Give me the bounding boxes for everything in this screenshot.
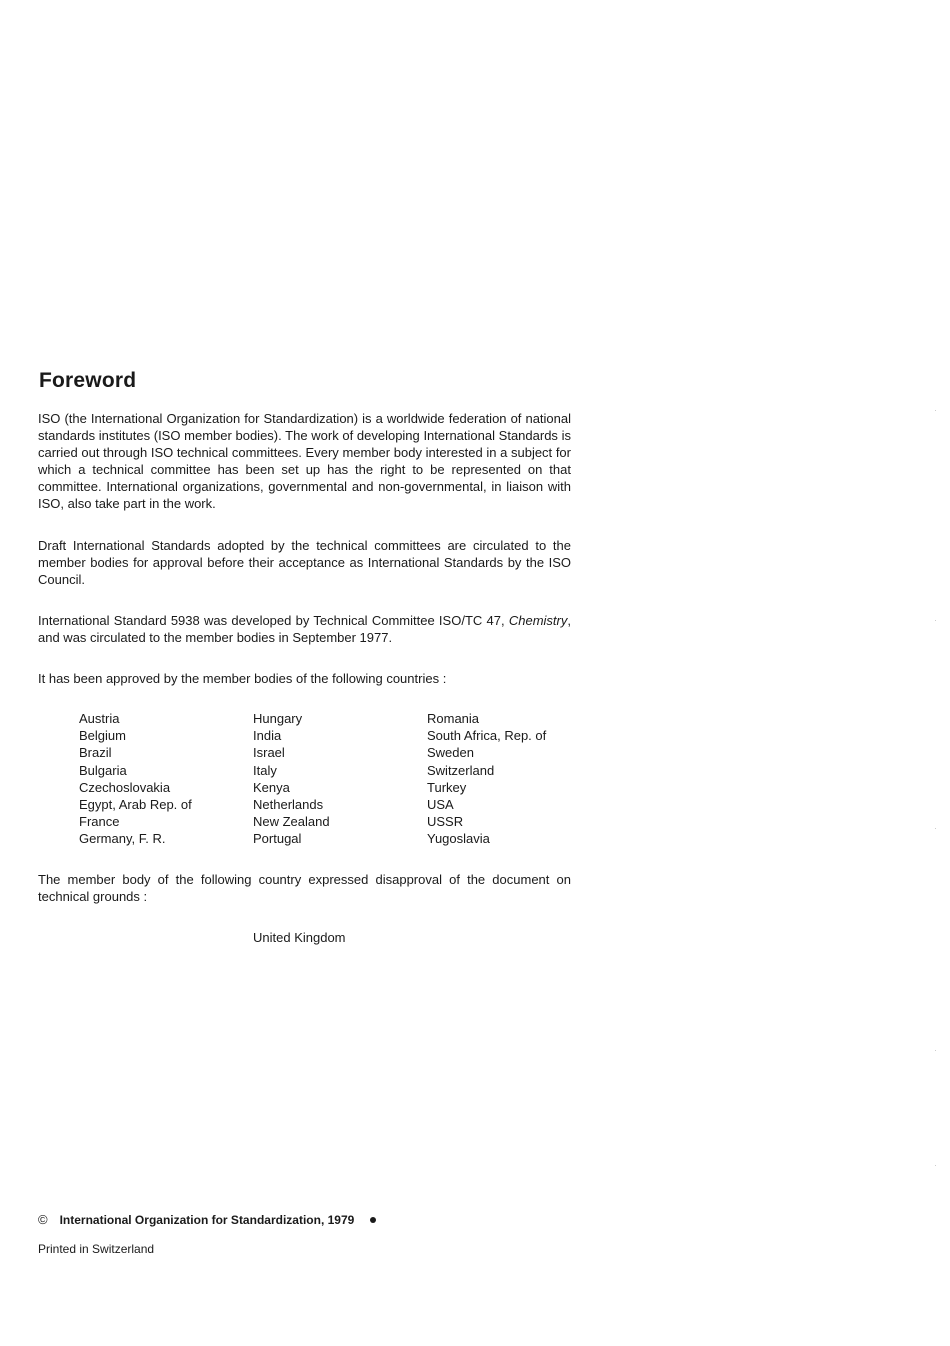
paragraph-draft-standards: Draft International Standards adopted by the technical committees are circulated to the member bodies for approval before their acceptance as International Standards by the ISO Council. [38,538,571,587]
country-item: USA [427,797,454,813]
country-item: Netherlands [253,797,324,813]
country-item: Brazil [79,745,112,761]
scan-mark [935,1165,936,1166]
country-item: Romania [427,711,480,726]
country-item: USSR [427,814,464,830]
country-item: France [79,814,120,830]
scan-mark [935,620,936,621]
country-item: Czechoslovakia [79,779,171,795]
country-item: Germany, F. R. [79,831,166,847]
country-item: Egypt, Arab Rep. of [79,797,192,813]
approving-countries-list [79,710,601,848]
paragraph-approval-intro: It has been approved by the member bodies of the following countries : [38,671,447,686]
copyright-icon: © [38,1212,48,1227]
copyright-line [38,1212,376,1227]
scan-mark [935,410,936,411]
countries-column-1 [79,710,253,848]
countries-column-3 [427,710,601,848]
p3-text-before: International Standard 5938 was developed by Technical Committee ISO/TC 47, [38,613,509,628]
country-item: New Zealand [253,814,330,830]
country-item: Sweden [427,745,474,761]
country-item: Austria [79,711,120,726]
bullet-icon [370,1217,376,1223]
paragraph-disapproval-intro: The member body of the following country expressed disapproval of the document on technical grounds : [38,872,571,904]
country-item: Kenya [253,779,290,795]
country-item: Hungary [253,711,303,726]
scan-mark [935,828,936,829]
country-item: Bulgaria [79,762,127,778]
countries-column-2 [253,710,427,848]
scan-mark [935,1050,936,1051]
committee-name: Chemistry [508,613,568,628]
page-title: Foreword [39,369,137,392]
country-item: Italy [253,762,277,778]
country-item: Turkey [427,779,467,795]
p3-text-after: , and was circulated to the member bodies in September 1977. [38,613,571,645]
paragraph-standard-development [38,612,571,646]
copyright-text: International Organization for Standardization, 1979 [59,1212,355,1227]
country-item: South Africa, Rep. of [427,728,547,744]
country-item: Belgium [79,728,126,744]
country-item: India [253,728,282,744]
country-item: Portugal [253,831,302,847]
country-item: Yugoslavia [427,831,490,847]
country-item: Switzerland [427,762,495,778]
paragraph-iso-description: ISO (the International Organization for Standardization) is a worldwide federation of national standards institutes (ISO member bodies). The work of developing International Standards is carried out through ISO technical committees. Every member body interested in a subject for which a technical committee has been set up has the right to be represented on that committee. International organizations, governmental and non-governmental, in liaison with ISO, also take part in the work. [38,411,571,511]
disapproving-country: United Kingdom [253,930,346,945]
printed-location: Printed in Switzerland [38,1242,155,1256]
country-item: Israel [253,745,285,761]
